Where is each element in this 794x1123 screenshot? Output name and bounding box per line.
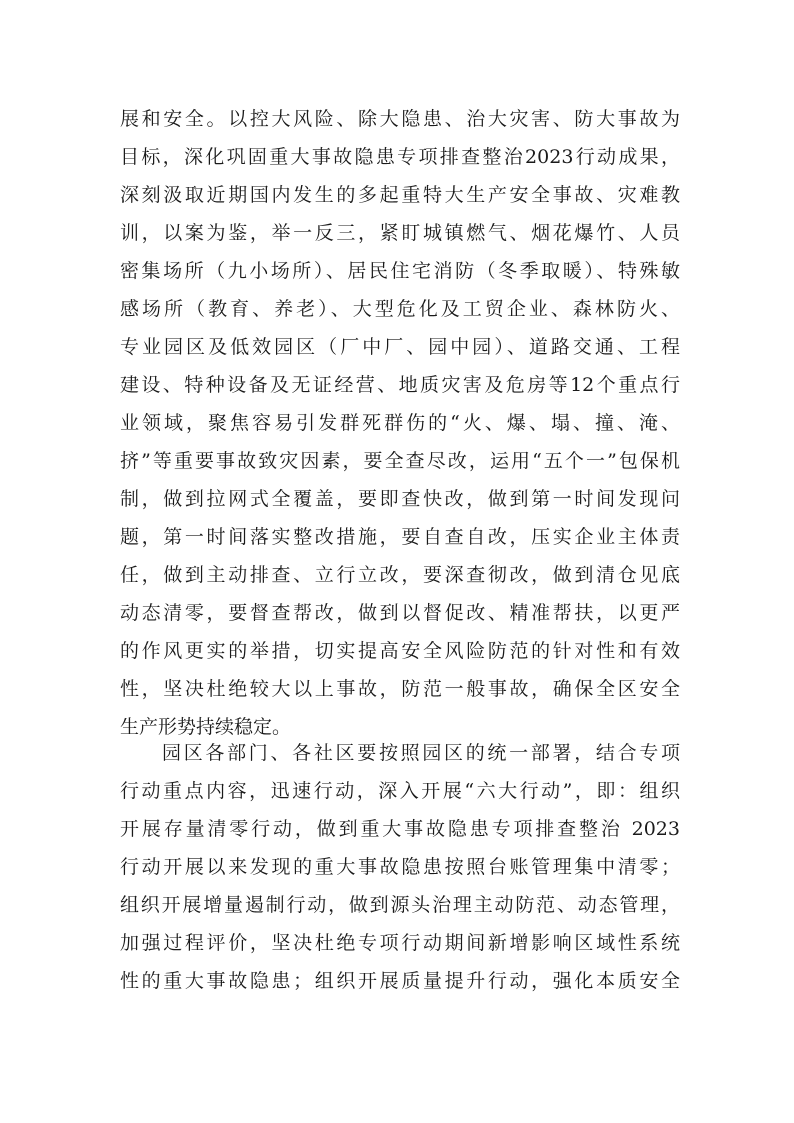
paragraph-line: 感场所（教育、养老）、大型危化及工贸企业、森林防火、: [120, 298, 680, 320]
paragraph-line: 制，做到拉网式全覆盖，要即查快改，做到第一时间发现问: [120, 488, 680, 510]
paragraph-line: 任，做到主动排查、立行立改，要深查彻改，做到清仓见底: [120, 564, 680, 586]
paragraph-line: 专业园区及低效园区（厂中厂、园中园）、道路交通、工程: [120, 336, 680, 358]
paragraph-line: 性的重大事故隐患；组织开展质量提升行动，强化本质安全: [120, 970, 680, 992]
paragraph-line: 性，坚决杜绝较大以上事故，防范一般事故，确保全区安全: [120, 678, 680, 700]
paragraph-line: 开展存量清零行动，做到重大事故隐患专项排查整治 2023: [120, 818, 680, 840]
paragraph-2: [120, 734, 680, 1000]
paragraph-line: 加强过程评价，坚决杜绝专项行动期间新增影响区域性系统: [120, 932, 680, 954]
paragraph-line: 的作风更实的举措，切实提高安全风险防范的针对性和有效: [120, 640, 680, 662]
paragraph-line: 组织开展增量遏制行动，做到源头治理主动防范、动态管理，: [120, 894, 680, 916]
paragraph-line: 行动开展以来发现的重大事故隐患按照台账管理集中清零；: [120, 856, 680, 878]
paragraph-line: 生产形势持续稳定。: [120, 716, 292, 738]
paragraph-line: 动态清零，要督查帮改，做到以督促改、精准帮扶，以更严: [120, 602, 680, 624]
paragraph-line: 园区各部门、各社区要按照园区的统一部署，结合专项: [162, 742, 680, 764]
paragraph-line: 目标，深化巩固重大事故隐患专项排查整治2023行动成果，: [120, 146, 680, 168]
paragraph-line: 密集场所（九小场所）、居民住宅消防（冬季取暖）、特殊敏: [120, 260, 680, 282]
paragraph-line: 训，以案为鉴，举一反三，紧盯城镇燃气、烟花爆竹、人员: [120, 222, 680, 244]
paragraph-line: 建设、特种设备及无证经营、地质灾害及危房等12个重点行: [120, 374, 680, 396]
paragraph-1: [120, 100, 680, 746]
paragraph-line: 展和安全。以控大风险、除大隐患、治大灾害、防大事故为: [120, 108, 680, 130]
paragraph-line: 挤”等重要事故致灾因素，要全查尽改，运用“五个一”包保机: [120, 450, 680, 472]
paragraph-line: 题，第一时间落实整改措施，要自查自改，压实企业主体责: [120, 526, 680, 548]
paragraph-line: 深刻汲取近期国内发生的多起重特大生产安全事故、灾难教: [120, 184, 680, 206]
paragraph-line: 业领域，聚焦容易引发群死群伤的“火、爆、塌、撞、淹、: [120, 412, 680, 434]
paragraph-line: 行动重点内容，迅速行动，深入开展“六大行动”，即：组织: [120, 780, 680, 802]
